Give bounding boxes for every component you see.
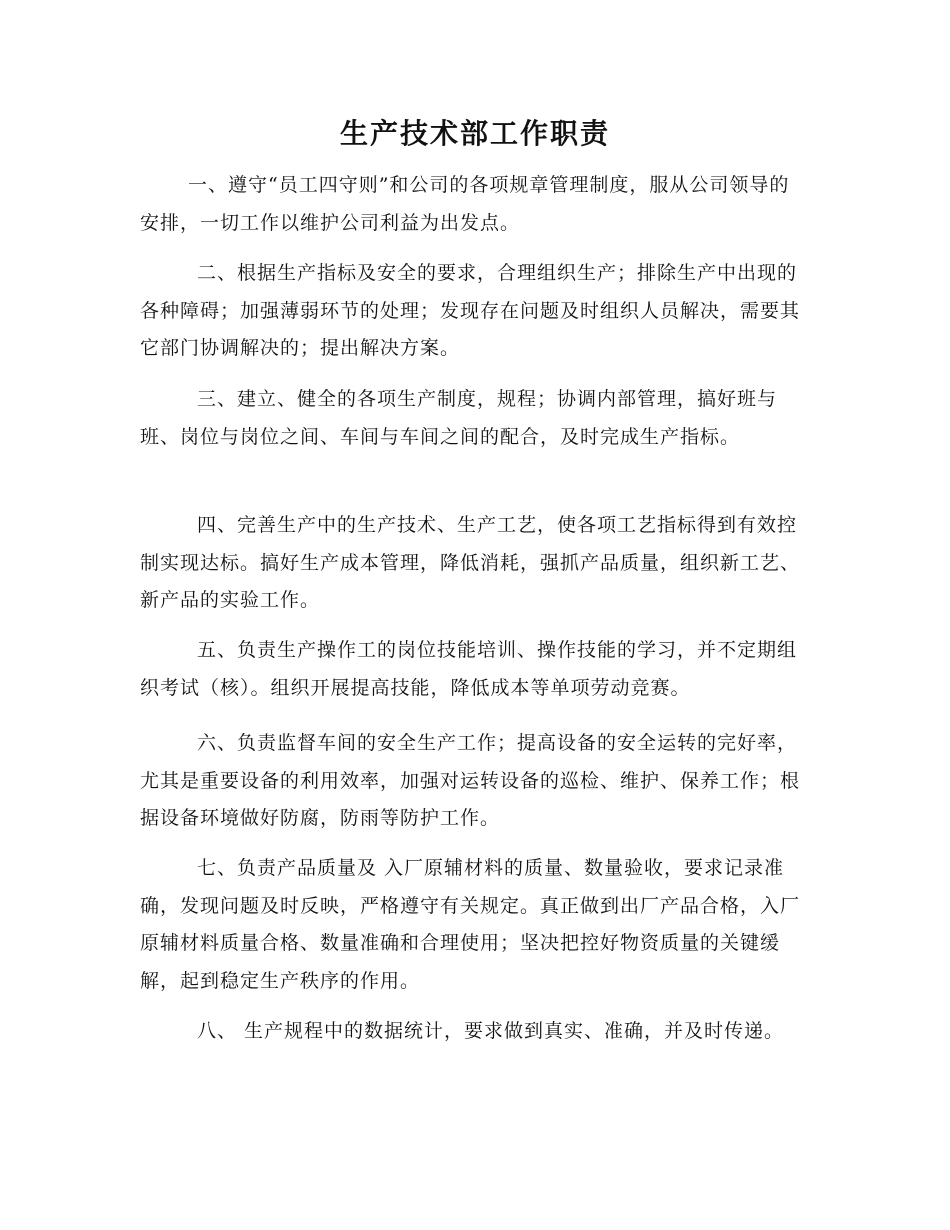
paragraph-4: 四、完善生产中的生产技术、生产工艺，使各项工艺指标得到有效控制实现达标。搞好生产成本管理，降低消耗，强抓产品质量，组织新工艺、新产品的实验工作。 [140, 514, 801, 611]
paragraph-5: 五、负责生产操作工的岗位技能培训、操作技能的学习，并不定期组织考试（核）。组织开展提高技能，降低成本等单项劳动竞赛。 [140, 639, 798, 699]
document-title: 生产技术部工作职责 [339, 117, 610, 150]
paragraph-8: 八、 生产规程中的数据统计，要求做到真实、准确，并及时传递。 [197, 1020, 785, 1042]
paragraph-1: 一、遵守“员工四守则”和公司的各项规章管理制度，服从公司领导的安排，一切工作以维护公司利益为出发点。 [140, 174, 790, 234]
paragraph-6: 六、负责监督车间的安全生产工作；提高设备的安全运转的完好率，尤其是重要设备的利用效率，加强对运转设备的巡检、维护、保养工作；根据设备环境做好防腐，防雨等防护工作。 [140, 732, 801, 829]
paragraph-3: 三、建立、健全的各项生产制度，规程；协调内部管理，搞好班与班、岗位与岗位之间、车间与车间之间的配合，及时完成生产指标。 [140, 388, 778, 448]
paragraph-2: 二、根据生产指标及安全的要求，合理组织生产；排除生产中出现的各种障碍；加强薄弱环节的处理；发现存在问题及时组织人员解决，需要其它部门协调解决的；提出解决方案。 [140, 262, 801, 359]
paragraph-7: 七、负责产品质量及 入厂原辅材料的质量、数量验收，要求记录准确，发现问题及时反映，严格遵守有关规定。真正做到出厂产品合格，入厂原辅材料质量合格、数量准确和合理使用；坚决把控好物资质量的关键缓解，起到稳定生产秩序的作用。 [140, 857, 801, 992]
